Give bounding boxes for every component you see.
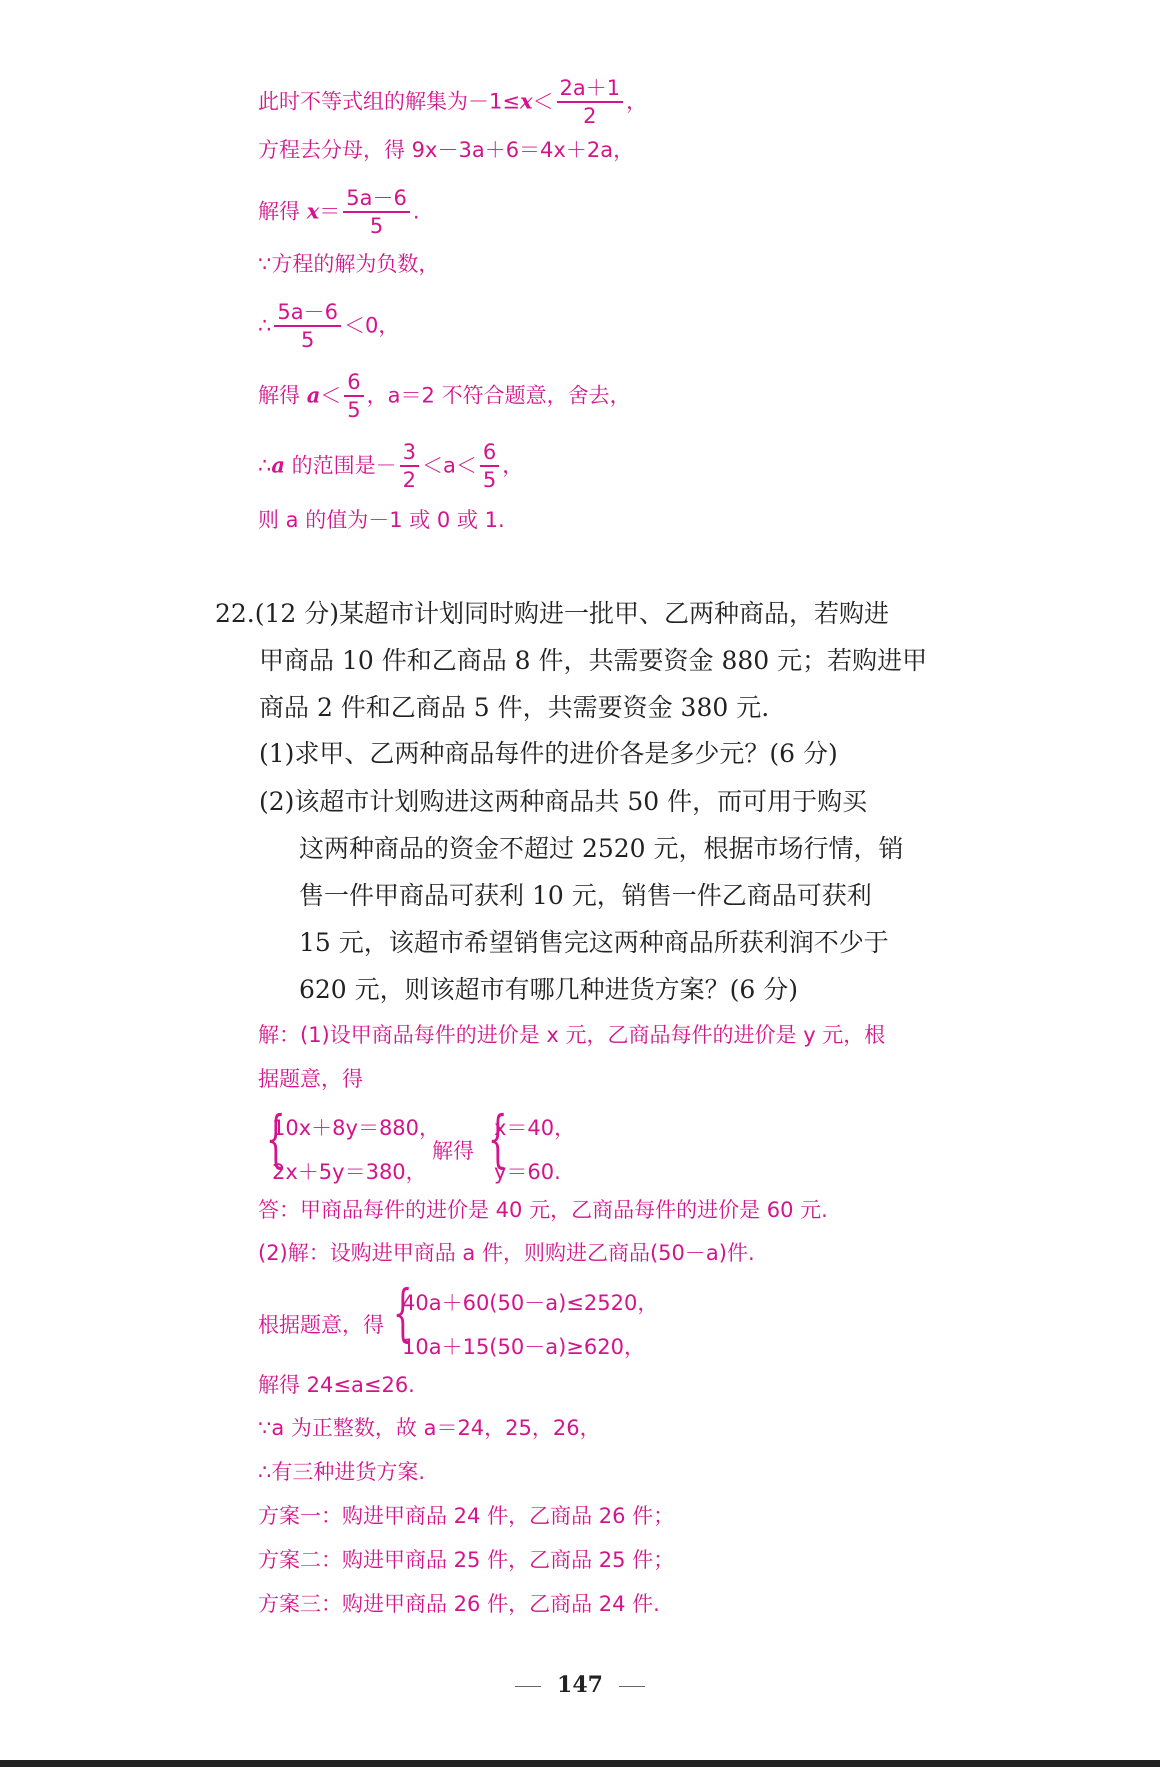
- page-footer: [0, 1672, 1160, 1698]
- solution-line-5: 解得 24≤a≤26.: [258, 1373, 415, 1397]
- system-1-sol-2: y＝60.: [494, 1160, 561, 1184]
- fraction: $\frac{2a+1}{2}$: [557, 78, 624, 127]
- fraction: $\frac{6}{5}$: [480, 442, 499, 491]
- answer-line-3: 解得 x＝ $\frac{5a-6}{5}$ .: [258, 186, 420, 238]
- system-2-eq-2: 10a＋15(50－a)≥620，: [402, 1335, 645, 1359]
- solution-line-1: 解：(1)设甲商品每件的进价是 x 元，乙商品每件的进价是 y 元，根: [258, 1023, 886, 1047]
- system-2-label: 根据题意，得: [258, 1313, 384, 1337]
- question-part-1: (1)求甲、乙两种商品每件的进价各是多少元？(6 分): [259, 739, 838, 768]
- page-number: 147: [557, 1672, 603, 1698]
- system-1-eq-2: 2x＋5y＝380，: [272, 1160, 427, 1184]
- bottom-edge-bar: [0, 1760, 1160, 1767]
- left-brace: {: [265, 1102, 286, 1175]
- question-part-2-line-1: (2)该超市计划购进这两种商品共 50 件，而可用于购买: [259, 787, 868, 816]
- system-1-sol-1: x＝40，: [494, 1116, 576, 1140]
- question-line-3: 商品 2 件和乙商品 5 件，共需要资金 380 元.: [259, 693, 770, 722]
- question-part-2-line-3: 售一件甲商品可获利 10 元，销售一件乙商品可获利: [299, 881, 872, 910]
- answer-line-7: ∴a 的范围是－ $\frac{3}{2}$ ＜a＜ $\frac{6}{5}$ ，: [258, 440, 524, 492]
- fraction: $\frac{6}{5}$: [344, 372, 363, 421]
- question-line-2: 甲商品 10 件和乙商品 8 件，共需要资金 880 元；若购进甲: [259, 646, 928, 675]
- question-line-1: 22.(12 分)某超市计划同时购进一批甲、乙两种商品，若购进: [215, 599, 890, 628]
- solution-line-8: 方案一：购进甲商品 24 件，乙商品 26 件；: [258, 1504, 675, 1528]
- system-1-eq-1: 10x＋8y＝880，: [272, 1116, 441, 1140]
- system-1-solve-label: 解得: [432, 1139, 474, 1163]
- solution-line-7: ∴有三种进货方案.: [258, 1460, 426, 1484]
- solution-line-4: (2)解：设购进甲商品 a 件，则购进乙商品(50－a)件.: [258, 1241, 755, 1265]
- footer-dash-left: [515, 1686, 541, 1687]
- question-part-2-line-5: 620 元，则该超市有哪几种进货方案？(6 分): [299, 975, 799, 1004]
- answer-line-4: ∵方程的解为负数，: [258, 252, 440, 276]
- solution-line-3: 答：甲商品每件的进价是 40 元，乙商品每件的进价是 60 元.: [258, 1198, 828, 1222]
- answer-line-1: 此时不等式组的解集为－1≤x＜ $\frac{2a+1}{2}$ ，: [258, 76, 648, 128]
- fraction: $\frac{5a-6}{5}$: [274, 302, 341, 351]
- answer-line-2: 方程去分母，得 9x－3a＋6＝4x＋2a，: [258, 138, 635, 162]
- answer-line-5: ∴ $\frac{5a-6}{5}$ ＜0，: [258, 300, 400, 352]
- question-part-2-line-2: 这两种商品的资金不超过 2520 元，根据市场行情，销: [299, 834, 904, 863]
- solution-line-9: 方案二：购进甲商品 25 件，乙商品 25 件；: [258, 1548, 675, 1572]
- fraction: $\frac{5a-6}{5}$: [343, 188, 410, 237]
- left-brace: {: [392, 1276, 413, 1349]
- solution-line-2: 据题意，得: [258, 1067, 363, 1091]
- system-2-eq-1: 40a＋60(50－a)≤2520，: [402, 1291, 659, 1315]
- answer-line-6: 解得 a＜ $\frac{6}{5}$ ，a＝2 不符合题意，舍去，: [258, 370, 631, 422]
- solution-line-6: ∵a 为正整数，故 a＝24，25，26，: [258, 1416, 601, 1440]
- fraction: $\frac{3}{2}$: [400, 442, 419, 491]
- answer-line-8: 则 a 的值为－1 或 0 或 1.: [258, 508, 505, 532]
- question-part-2-line-4: 15 元，该超市希望销售完这两种商品所获利润不少于: [299, 928, 889, 957]
- left-brace: {: [487, 1102, 508, 1175]
- footer-dash-right: [619, 1686, 645, 1687]
- solution-line-10: 方案三：购进甲商品 26 件，乙商品 24 件.: [258, 1592, 660, 1616]
